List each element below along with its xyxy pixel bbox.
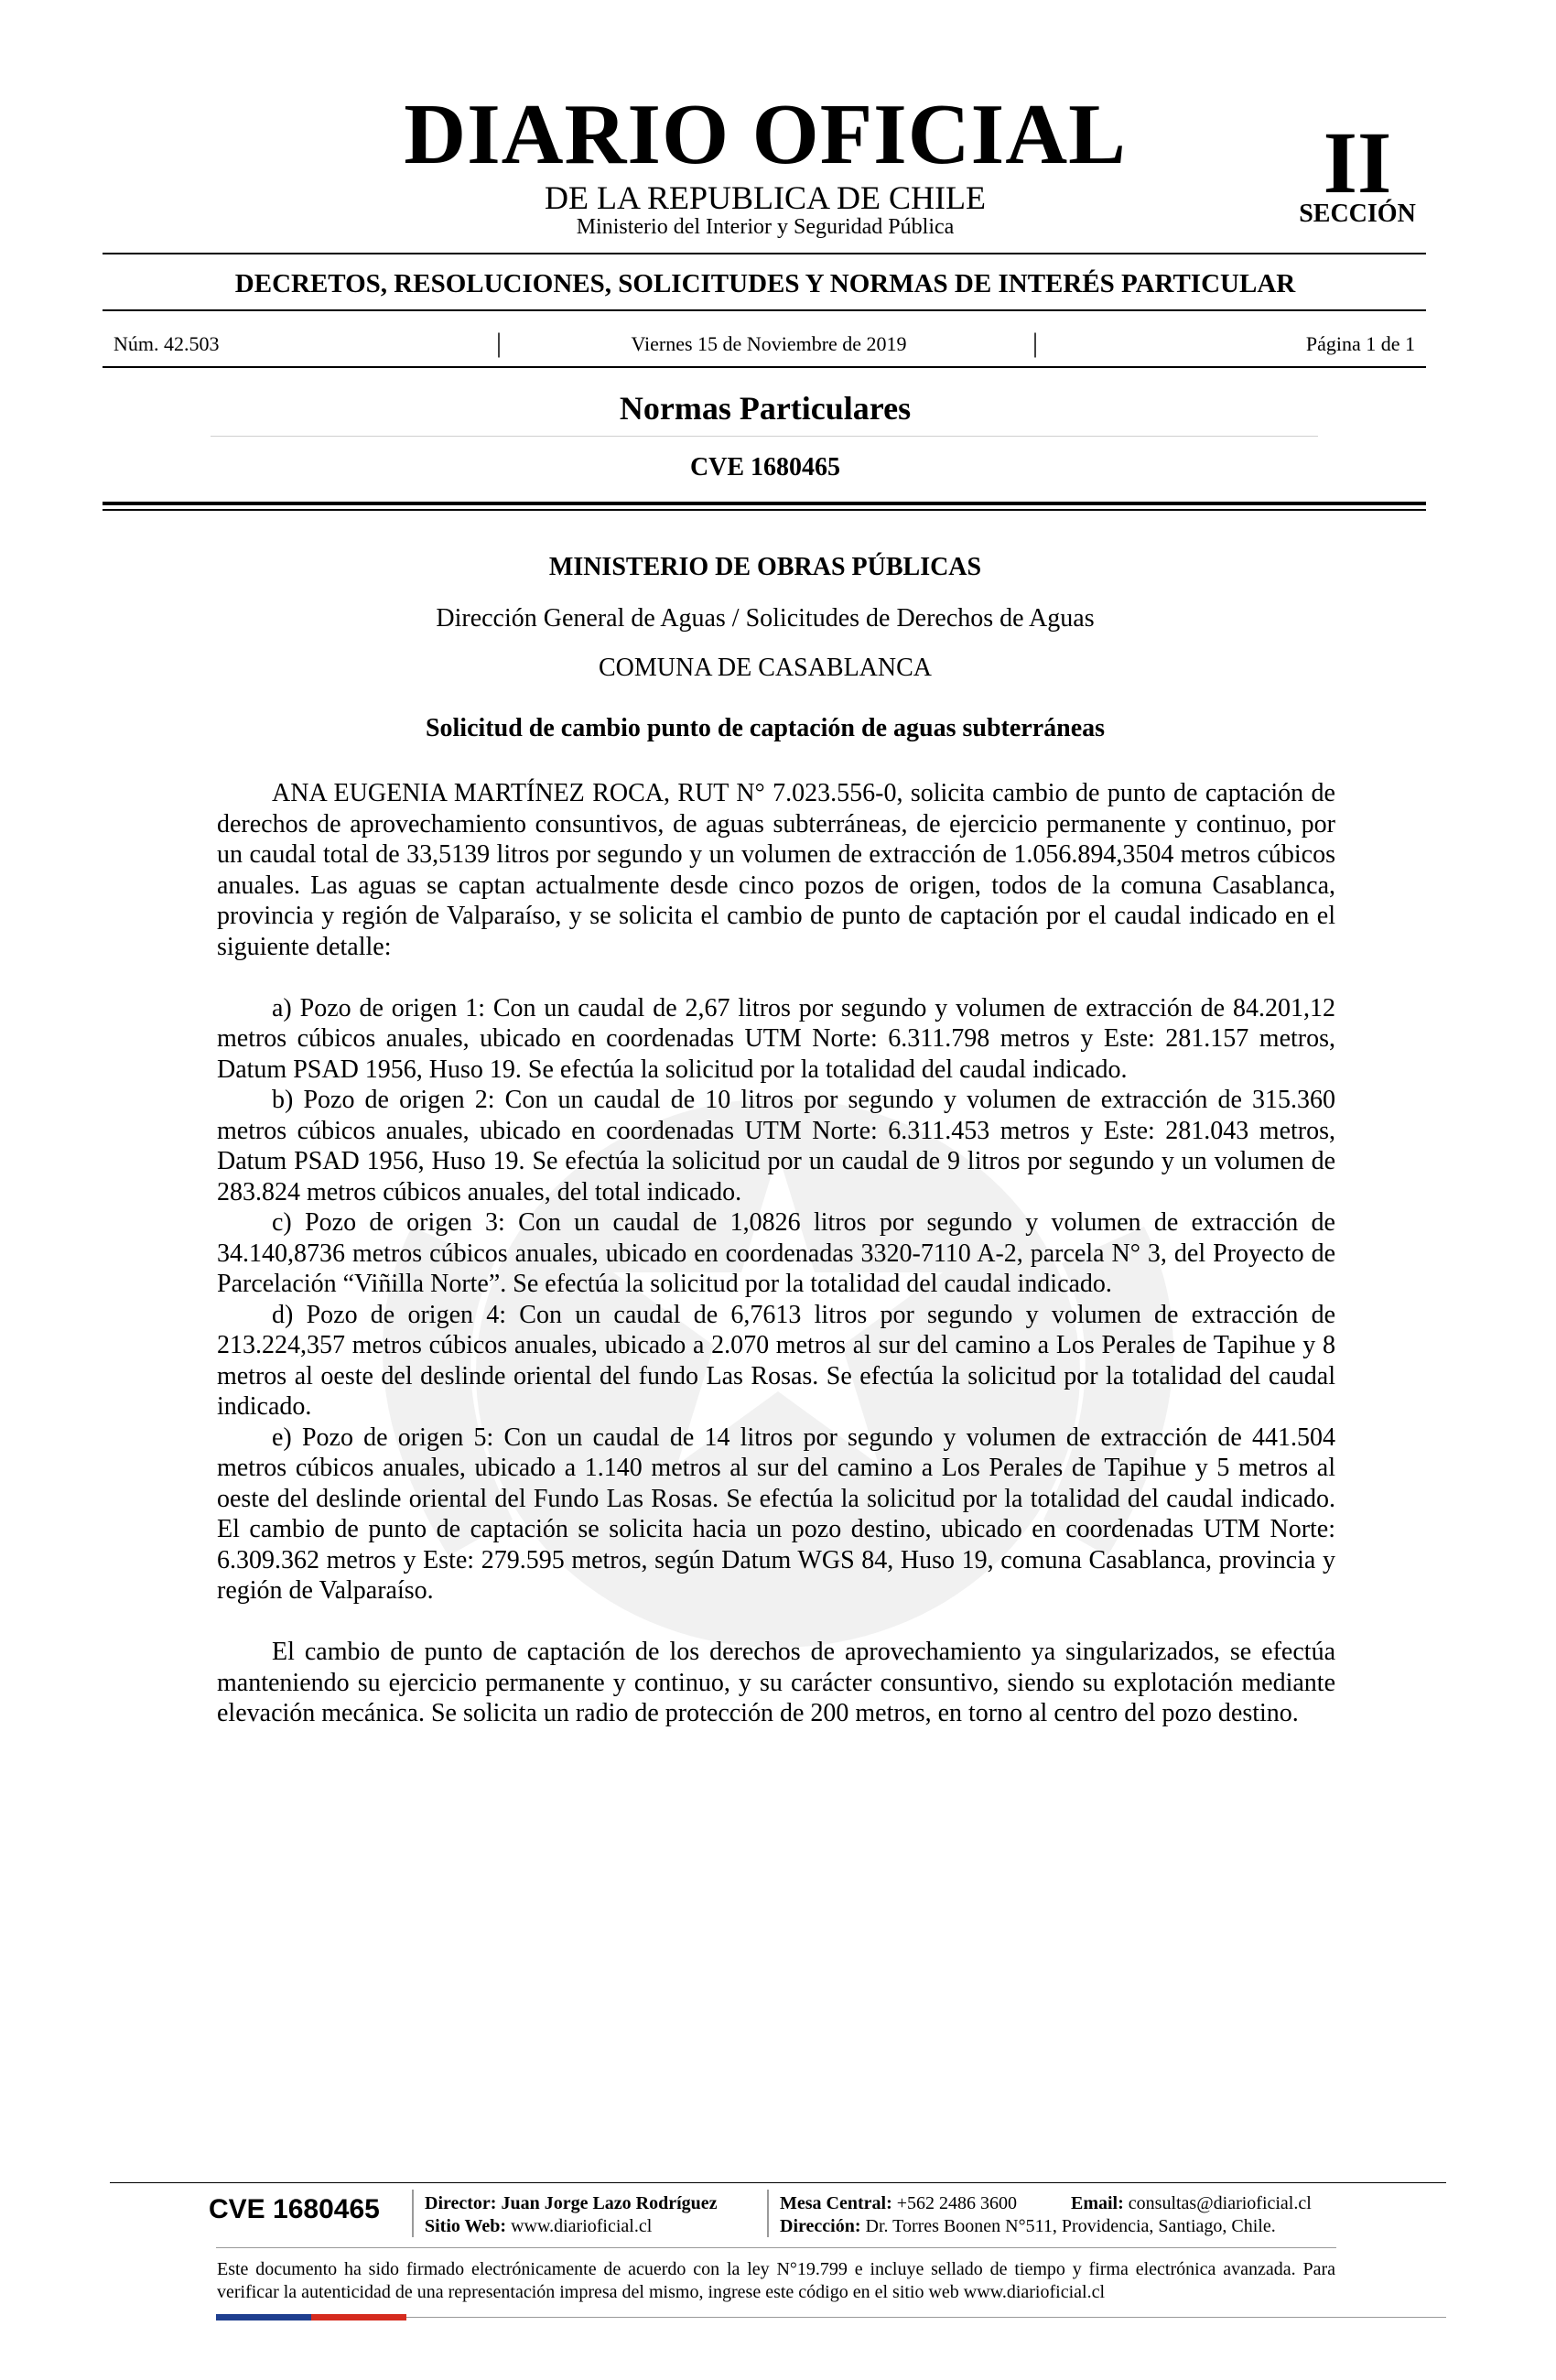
- issue-date: Viernes 15 de Noviembre de 2019: [631, 332, 907, 355]
- phone-label: Mesa Central:: [780, 2193, 892, 2213]
- article-body: [217, 778, 1335, 1729]
- footer-email: [1071, 2192, 1312, 2215]
- closing-paragraph: El cambio de punto de captación de los derechos de aprovechamiento ya singularizados, se efectúa manteniendo su ejercicio permanente y continuo, y su carácter consuntivo, siendo su explotación mediante elevación mecánica. Se solicita un radio de protección de 200 metros, en torno al centro del pozo destino.: [217, 1638, 1335, 1727]
- section-banner: DECRETOS, RESOLUCIONES, SOLICITUDES Y NORMAS DE INTERÉS PARTICULAR: [234, 269, 1296, 298]
- list-item: b) Pozo de origen 2: Con un caudal de 10 litros por segundo y volumen de extracción de 315.360 metros cúbicos anuales, ubicado en coordenadas UTM Norte: 6.311.453 metros y Este: 281.043 metros, Datum PSAD 1956, Huso 19. Se efectúa la solicitud por un caudal de 9 litros por segundo y un volumen de 283.824 metros cúbicos anuales, del total indicado.: [217, 1086, 1335, 1206]
- flag-strip-blue: [216, 2314, 311, 2320]
- masthead-title: DIARIO OFICIAL: [404, 87, 1127, 182]
- section-number: II: [1323, 114, 1392, 211]
- footer-divider: [412, 2190, 414, 2237]
- article-ministry: MINISTERIO DE OBRAS PÚBLICAS: [548, 553, 982, 581]
- double-rule-top: [103, 502, 1426, 505]
- meta-separator: |: [1032, 328, 1039, 358]
- website-link[interactable]: www.diarioficial.cl: [511, 2216, 653, 2236]
- footer-website: [425, 2215, 652, 2238]
- masthead-ministry: Ministerio del Interior y Seguridad Pública: [576, 215, 955, 239]
- address-label: Dirección:: [780, 2216, 861, 2236]
- footer-rule: [110, 2182, 1446, 2183]
- email-link[interactable]: consultas@diarioficial.cl: [1128, 2193, 1312, 2213]
- director-name: Juan Jorge Lazo Rodríguez: [501, 2193, 718, 2213]
- website-label: Sitio Web:: [425, 2216, 507, 2236]
- footer-divider: [767, 2190, 769, 2237]
- footer-note-rule: [216, 2247, 1336, 2248]
- banner-rule: [103, 309, 1426, 311]
- heading-divider: [211, 436, 1318, 437]
- article-department: Dirección General de Aguas / Solicitudes de Derechos de Aguas: [436, 604, 1095, 633]
- section-label: SECCIÓN: [1299, 200, 1416, 228]
- footer-director: [425, 2192, 718, 2215]
- phone-number: +562 2486 3600: [896, 2193, 1018, 2213]
- footer-address: [780, 2215, 1276, 2238]
- footer-phone: [780, 2192, 1017, 2215]
- list-item: e) Pozo de origen 5: Con un caudal de 14 litros por segundo y volumen de extracción de 441.504 metros cúbicos anuales, ubicado a 1.140 metros al sur del camino a Los Perales de Tapihue y 5 metros al oeste del deslinde oriental del Fundo Las Rosas. Se efectúa la solicitud por la totalidad del caudal indicado. El cambio de punto de captación se solicita hacia un pozo destino, ubicado en coordenadas UTM Norte: 6.309.362 metros y Este: 279.595 metros, según Datum WGS 84, Huso 19, comuna Casablanca, provincia y región de Valparaíso.: [217, 1423, 1335, 1605]
- list-item: c) Pozo de origen 3: Con un caudal de 1,0826 litros por segundo y volumen de extracción de 34.140,8736 metros cúbicos anuales, ubicado en coordenadas 3320-7110 A-2, parcela N° 3, del Proyecto de Parcelación “Viñilla Norte”. Se efectúa la solicitud por la totalidad del caudal indicado.: [217, 1208, 1335, 1298]
- category-heading: Normas Particulares: [619, 390, 912, 427]
- address-text: Dr. Torres Boonen N°511, Providencia, Santiago, Chile.: [865, 2216, 1276, 2236]
- flag-strip-red: [311, 2314, 406, 2320]
- email-label: Email:: [1071, 2193, 1124, 2213]
- footer-signature-note: Este documento ha sido firmado electrónicamente de acuerdo con la ley N°19.799 e incluye sellado de tiempo y firma electrónica avanzada. Para verificar la autenticidad de una representación impresa del mismo, ingrese este código en el sitio web www.diarioficial.cl: [217, 2259, 1335, 2302]
- meta-rule: [103, 366, 1426, 368]
- flag-strip-rule: [406, 2317, 1446, 2318]
- masthead-subtitle: DE LA REPUBLICA DE CHILE: [545, 179, 986, 216]
- cve-code: CVE 1680465: [689, 453, 841, 481]
- article-commune: COMUNA DE CASABLANCA: [598, 654, 933, 682]
- footer-cve-code: CVE 1680465: [209, 2194, 380, 2224]
- issue-number: Núm. 42.503: [113, 332, 220, 355]
- masthead-rule: [103, 253, 1426, 254]
- double-rule-bottom: [103, 509, 1426, 511]
- director-label: Director:: [425, 2193, 497, 2213]
- intro-paragraph: ANA EUGENIA MARTÍNEZ ROCA, RUT N° 7.023.556-0, solicita cambio de punto de captación de derechos de aprovechamiento consuntivos, de aguas subterráneas, de ejercicio permanente y continuo, por un caudal total de 33,5139 litros por segundo y un volumen de extracción de 1.056.894,3504 metros cúbicos anuales. Las aguas se captan actualmente desde cinco pozos de origen, todos de la comuna Casablanca, provincia y región de Valparaíso, y se solicita el cambio de punto de captación por el caudal indicado en el siguiente detalle:: [217, 779, 1335, 961]
- meta-separator: |: [496, 328, 502, 358]
- page-number: Página 1 de 1: [1305, 332, 1415, 355]
- list-item: d) Pozo de origen 4: Con un caudal de 6,7613 litros por segundo y volumen de extracción de 213.224,357 metros cúbicos anuales, ubicado a 2.070 metros al sur del camino a Los Perales de Tapihue y 8 metros al oeste del deslinde oriental del fundo Las Rosas. Se efectúa la solicitud por la totalidad del caudal indicado.: [217, 1300, 1335, 1421]
- list-item: a) Pozo de origen 1: Con un caudal de 2,67 litros por segundo y volumen de extracción de 84.201,12 metros cúbicos anuales, ubicado en coordenadas UTM Norte: 6.311.798 metros y Este: 281.157 metros, Datum PSAD 1956, Huso 19. Se efectúa la solicitud por la totalidad del caudal indicado.: [217, 993, 1335, 1084]
- article-title: Solicitud de cambio punto de captación de aguas subterráneas: [425, 714, 1106, 742]
